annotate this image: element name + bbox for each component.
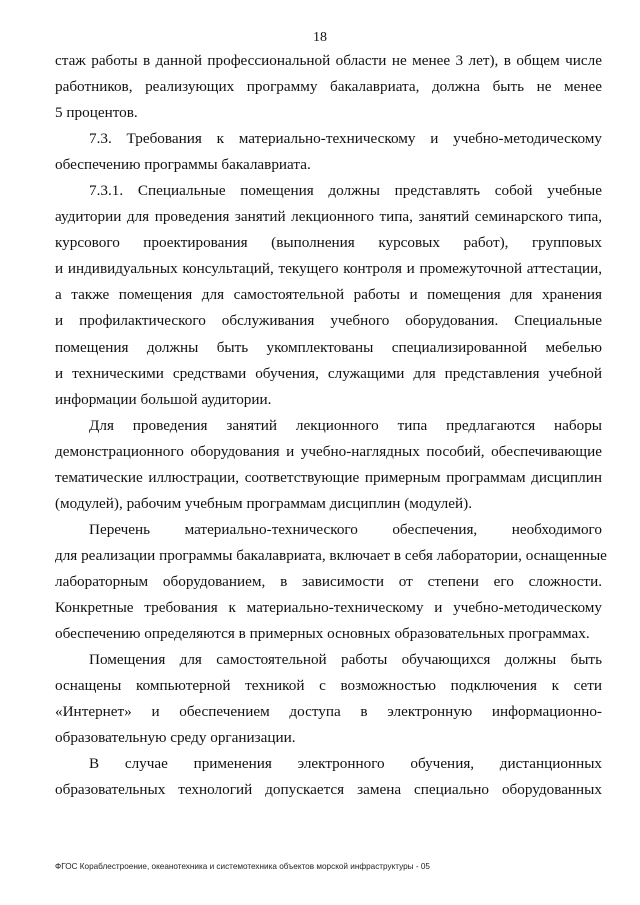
paragraph-self-study-rooms: [55, 647, 602, 751]
paragraph-e-learning: [55, 751, 602, 803]
text-line: образовательных технологий допускается замена специально оборудованных: [55, 781, 602, 799]
text-line: для реализации программы бакалавриата, включает в себя лаборатории, оснащенные: [55, 546, 607, 564]
text-line: тематические иллюстрации, соответствующие примерным программам дисциплин: [55, 468, 602, 486]
text-line: обеспечению определяются в примерных основных образовательных программах.: [55, 625, 590, 643]
text-line: информации большой аудитории.: [55, 390, 272, 408]
text-line: а также помещения для самостоятельной работы и помещения для хранения: [55, 286, 602, 304]
body-text: [55, 48, 607, 803]
text-line: 7.3.1. Специальные помещения должны представлять собой учебные: [89, 182, 602, 200]
paragraph-staff-continuation: [55, 48, 602, 126]
text-line: аудитории для проведения занятий лекционного типа, занятий семинарского типа,: [55, 208, 602, 226]
text-line: лабораторным оборудованием, в зависимости от степени его сложности.: [55, 572, 602, 590]
text-line: Конкретные требования к материально-техническому и учебно-методическому: [55, 598, 602, 616]
text-line: Перечень материально-технического обеспечения, необходимого: [89, 520, 602, 538]
page-footer: ФГОС Кораблестроение, океанотехника и системотехника объектов морской инфраструктуры - 05: [55, 862, 430, 871]
paragraph-7-3-heading: [55, 126, 602, 178]
text-line: Помещения для самостоятельной работы обучающихся должны быть: [89, 651, 602, 669]
text-line: и техническими средствами обучения, служащими для представления учебной: [55, 364, 602, 382]
text-line: образовательную среду организации.: [55, 729, 296, 747]
text-line: и профилактического обслуживания учебного оборудования. Специальные: [55, 312, 602, 330]
text-line: и индивидуальных консультаций, текущего контроля и промежуточной аттестации,: [55, 260, 602, 278]
text-line: 7.3. Требования к материально-техническому и учебно-методическому: [89, 130, 602, 148]
text-line: В случае применения электронного обучения, дистанционных: [89, 755, 602, 773]
page-number: 18: [313, 30, 327, 45]
text-line: Для проведения занятий лекционного типа предлагаются наборы: [89, 416, 602, 434]
paragraph-material-support: [55, 517, 607, 647]
text-line: помещения должны быть укомплектованы специализированной мебелью: [55, 338, 602, 356]
text-line: 5 процентов.: [55, 104, 138, 122]
text-line: демонстрационного оборудования и учебно-наглядных пособий, обеспечивающие: [55, 442, 602, 460]
text-line: (модулей), рабочим учебным программам дисциплин (модулей).: [55, 494, 472, 512]
text-line: стаж работы в данной профессиональной области не менее 3 лет), в общем числе: [55, 52, 602, 69]
text-line: оснащены компьютерной техникой с возможностью подключения к сети: [55, 677, 602, 695]
text-line: «Интернет» и обеспечением доступа в электронную информационно-: [55, 703, 602, 721]
text-line: курсового проектирования (выполнения курсовых работ), групповых: [55, 234, 602, 252]
paragraph-lecture-equipment: [55, 413, 602, 517]
paragraph-7-3-1: [55, 178, 602, 412]
text-line: обеспечению программы бакалавриата.: [55, 156, 311, 174]
text-line: работников, реализующих программу бакалавриата, должна быть не менее: [55, 78, 602, 96]
